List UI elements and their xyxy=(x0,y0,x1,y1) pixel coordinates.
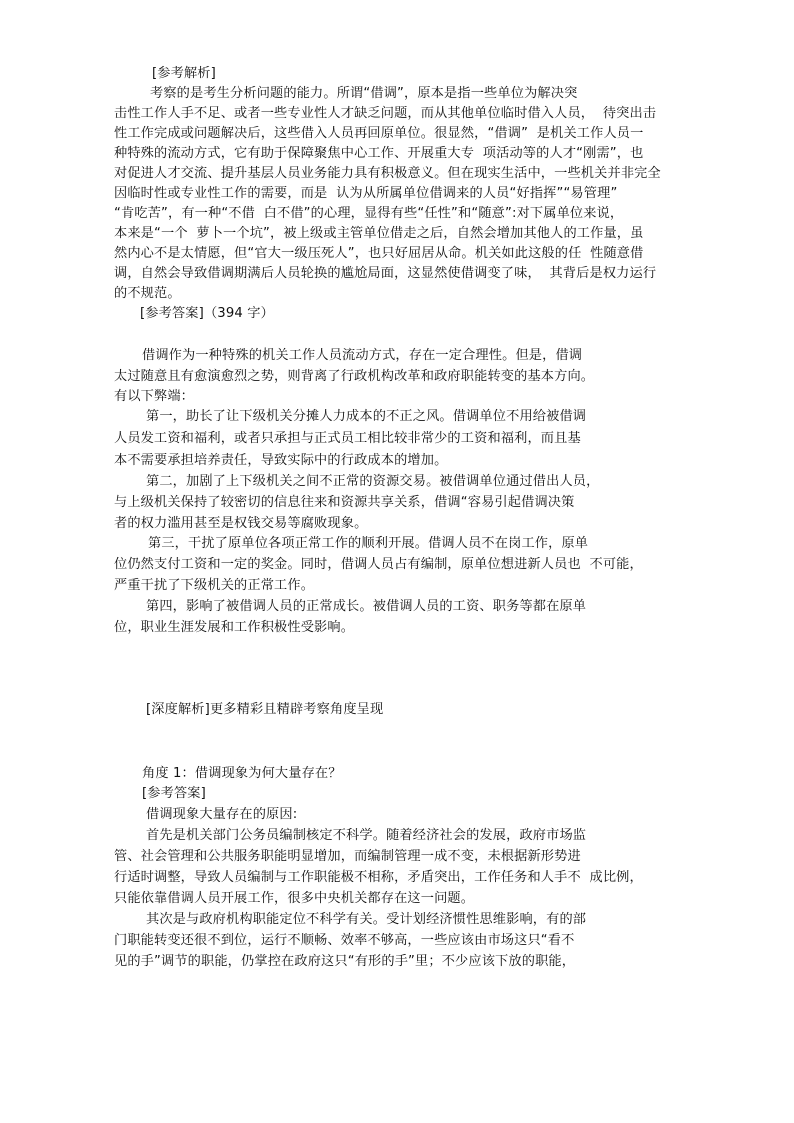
text-line: 门职能转变还很不到位，运行不顺畅、效率不够高，一些应该由市场这只“看不 xyxy=(114,933,575,948)
section-heading-reference-analysis: [参考解析] xyxy=(152,66,216,81)
text-line: 其次是与政府机构职能定位不科学有关。受计划经济惯性思维影响，有的部 xyxy=(146,912,587,927)
text-line: 本来是“一个 萝卜一个坑”，被上级或主管单位借走之后，自然会增加其他人的工作量，虽 xyxy=(114,226,644,241)
text-line: 击性工作人手不足、或者一些专业性人才缺乏问题，而从其他单位临时借入人员， 待突出击 xyxy=(114,106,657,121)
text-line: 太过随意且有愈演愈烈之势，则背离了行政机构改革和政府职能转变的基本方向。 xyxy=(114,369,595,384)
text-line: “肯吃苦”，有一种“不借 白不借”的心理，显得有些“任性”和“随意”:对下属单位来说， xyxy=(114,206,624,221)
text-line: 第三，干扰了原单位各项正常工作的顺利开展。借调人员不在岗工作，原单 xyxy=(148,536,589,551)
section-heading-reference-answer: [参考答案]（394 字） xyxy=(140,306,274,321)
text-line: 对促进人才交流、提升基层人员业务能力具有积极意义。但在现实生活中，一些机关并非完全 xyxy=(114,166,661,181)
text-line: 本不需要承担培养责任，导致实际中的行政成本的增加。 xyxy=(114,453,448,468)
text-line: 种特殊的流动方式，它有助于保障聚焦中心工作、开展重大专 项活动等的人才“刚需”，也 xyxy=(114,146,644,161)
text-line: 严重干扰了下级机关的正常工作。 xyxy=(114,578,315,593)
text-line: 性工作完成或问题解决后，这些借入人员再回原单位。很显然，“借调” 是机关工作人员一 xyxy=(114,126,644,141)
text-line: 首先是机关部门公务员编制核定不科学。随着经济社会的发展，政府市场监 xyxy=(146,828,587,843)
text-line: 的不规范。 xyxy=(114,286,181,301)
text-line: 只能依靠借调人员开展工作，很多中央机关都存在这一问题。 xyxy=(114,891,475,906)
text-line: 调，自然会导致借调期满后人员轮换的尴尬局面，这显然使借调变了味， 其背后是权力运行 xyxy=(114,266,657,281)
section-heading-deep-analysis: [深度解析]更多精彩且精辟考察角度呈现 xyxy=(146,702,384,717)
text-line: 见的手”调节的职能，仍掌控在政府这只“有形的手”里；不少应该下放的职能， xyxy=(114,954,576,969)
text-line: 与上级机关保持了较密切的信息往来和资源共享关系，借调“容易引起借调决策 xyxy=(114,495,575,510)
text-line: 第四，影响了被借调人员的正常成长。被借调人员的工资、职务等都在原单 xyxy=(146,599,587,614)
text-line: 然内心不是太情愿，但“官大一级压死人”，也只好屈居从命。机关如此这般的任 性随意借 xyxy=(114,246,644,261)
text-line: 第一，助长了让下级机关分摊人力成本的不正之风。借调单位不用给被借调 xyxy=(146,409,587,424)
text-line: 考察的是考生分析问题的能力。所谓“借调”，原本是指一些单位为解决突 xyxy=(150,86,578,101)
text-line: 管、社会管理和公共服务职能明显增加，而编制管理一成不变，未根据新形势进 xyxy=(114,849,581,864)
section-heading-reference-answer: [参考答案] xyxy=(142,786,206,801)
text-line: 第二，加剧了上下级机关之间不正常的资源交易。被借调单位通过借出人员， xyxy=(146,474,600,489)
text-line: 有以下弊端： xyxy=(114,389,195,404)
text-line: 位，职业生涯发展和工作积极性受影响。 xyxy=(114,620,355,635)
text-line: 者的权力滥用甚至是权钱交易等腐败现象。 xyxy=(114,516,368,531)
text-line: 借调现象大量存在的原因: xyxy=(146,807,298,822)
subsection-heading-angle-1: 角度 1：借调现象为何大量存在？ xyxy=(142,766,342,781)
text-line: 借调作为一种特殊的机关工作人员流动方式，存在一定合理性。但是，借调 xyxy=(142,348,583,363)
text-line: 位仍然支付工资和一定的奖金。同时，借调人员占有编制，原单位想进新人员也 不可能， xyxy=(114,557,643,572)
text-line: 行适时调整，导致人员编制与工作职能极不相称，矛盾突出，工作任务和人手不 成比例， xyxy=(114,870,643,885)
text-line: 因临时性或专业性工作的需要，而是 认为从所属单位借调来的人员“好指挥”“易管理” xyxy=(114,186,618,201)
text-line: 人员发工资和福利，或者只承担与正式员工相比较非常少的工资和福利，而且基 xyxy=(114,431,581,446)
